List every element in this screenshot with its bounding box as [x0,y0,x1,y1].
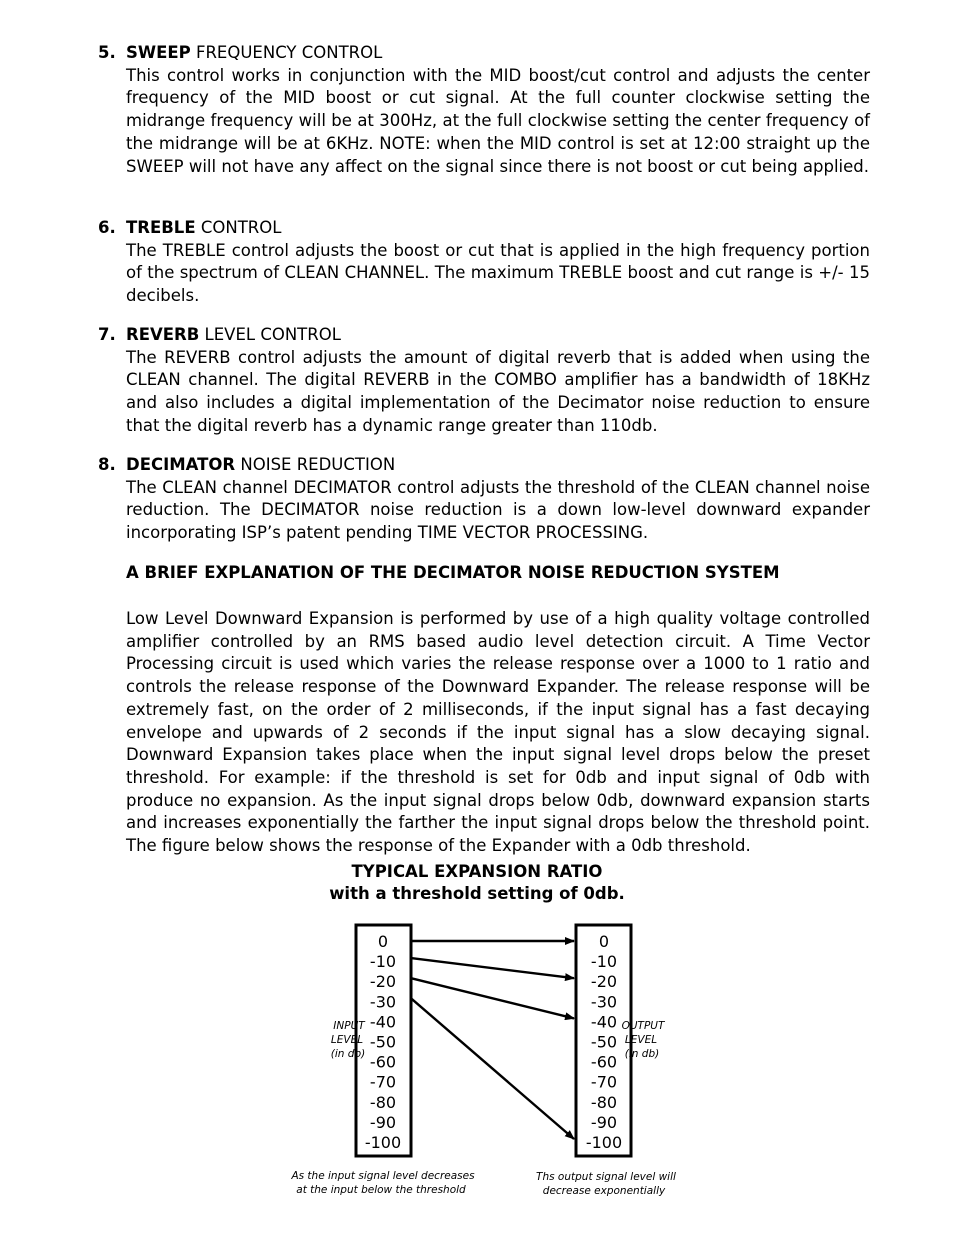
section-number: 8. [98,455,116,474]
section-heading: REVERB LEVEL CONTROL [126,325,341,344]
input-scale-label: -100 [364,1133,402,1152]
input-scale-label: -10 [369,952,397,972]
output-scale-label: -100 [585,1133,623,1152]
input-scale-label: -20 [369,972,397,992]
output-scale-label: 0 [598,932,610,951]
section-number: 7. [98,325,116,344]
output-scale-label: -10 [590,952,618,972]
mapping-arrow [411,998,574,1139]
mapping-arrow [411,978,574,1018]
section-heading: SWEEP FREQUENCY CONTROL [126,43,383,62]
output-label-line: (in db) [624,1048,660,1060]
output-label-line: OUTPUT [621,1020,665,1032]
input-scale-label: -30 [369,992,397,1012]
caption-right-line: Ths output signal level will [536,1171,676,1183]
explanation-heading: A BRIEF EXPLANATION OF THE DECIMATOR NOISE REDUCTION SYSTEM [126,563,780,582]
output-scale-label: -60 [590,1052,618,1072]
input-scale-label: -90 [369,1112,397,1132]
input-scale-label: -70 [369,1072,397,1092]
input-scale-label: -50 [369,1032,397,1052]
section-body: This control works in conjunction with the MID boost/cut control and adjusts the center frequency of the MID boost or cut signal. At the full counter clockwise setting the midrange frequency will be at 300Hz, at the full clockwise setting the center frequency of the midrange will be at 6KHz. NOTE: when the MID control is set at 12:00 straight up the SWEEP will not have any affect on the signal since there is not boost or cut being applied. [126,65,870,176]
input-scale-label: -60 [369,1052,397,1072]
output-scale-label: -40 [590,1012,618,1032]
caption-left-line: As the input signal level decreases [291,1170,475,1182]
output-label-line: LEVEL [624,1034,658,1046]
input-scale-label: 0 [377,932,389,951]
input-label-line: (in db) [330,1048,366,1060]
output-scale-label: -80 [590,1092,618,1112]
figure-subtitle: with a threshold setting of 0db. [329,884,625,903]
output-scale-label: -30 [590,992,618,1012]
caption-left-line: at the input below the threshold [296,1184,466,1196]
output-scale-label: -20 [590,972,618,992]
output-scale-label: -90 [590,1112,618,1132]
caption-right-line: decrease exponentially [542,1185,666,1197]
section-body: The REVERB control adjusts the amount of digital reverb that is added when using the CLEAN channel. The digital REVERB in the COMBO amplifier has a bandwidth of 18KHz and also includes a digital implementation of the Decimator noise reduction to ensure that the digital reverb has a dynamic range greater than 110db. [126,347,870,435]
explanation-body: Low Level Downward Expansion is performed by use of a high quality voltage controlled amplifier controlled by an RMS based audio level detection circuit. A Time Vector Processing circuit is used which varies the release response over a 1000 to 1 ratio and controls the release response of the Downward Expander. The release response will be extremely fast, on the order of 2 milliseconds, if the input signal has a fast decaying envelope and upwards of 2 seconds if the input signal has a slow decaying signal. Downward Expansion takes place when the input signal level drops below the preset threshold. For example: if the threshold is set for 0db and input signal of 0db with produce no expansion. As the input signal drops below 0db, downward expansion starts and increases exponentially the farther the input signal drops below the threshold point. The figure below shows the response of the Expander with a 0db threshold. [126,609,870,856]
input-scale-label: -80 [369,1092,397,1112]
output-scale-label: -50 [590,1032,618,1052]
section-body: The TREBLE control adjusts the boost or cut that is applied in the high frequency portion of the spectrum of CLEAN CHANNEL. The maximum TREBLE boost and cut range is +/- 15 decibels. [126,240,870,306]
mapping-arrow [411,958,574,978]
section-number: 5. [98,43,116,62]
input-label-line: INPUT [333,1020,365,1032]
section-body: The CLEAN channel DECIMATOR control adjusts the threshold of the CLEAN channel noise reduction. The DECIMATOR noise reduction is a down low-level downward expander incorporating ISP’s patent pending TIME VECTOR PROCESSING. [126,477,870,543]
section-number: 6. [98,218,116,237]
figure-title: TYPICAL EXPANSION RATIO [351,862,603,881]
input-scale-label: -40 [369,1012,397,1032]
output-scale-label: -70 [590,1072,618,1092]
input-label-line: LEVEL [330,1034,364,1046]
section-heading: TREBLE CONTROL [126,218,282,237]
section-heading: DECIMATOR NOISE REDUCTION [126,455,396,474]
